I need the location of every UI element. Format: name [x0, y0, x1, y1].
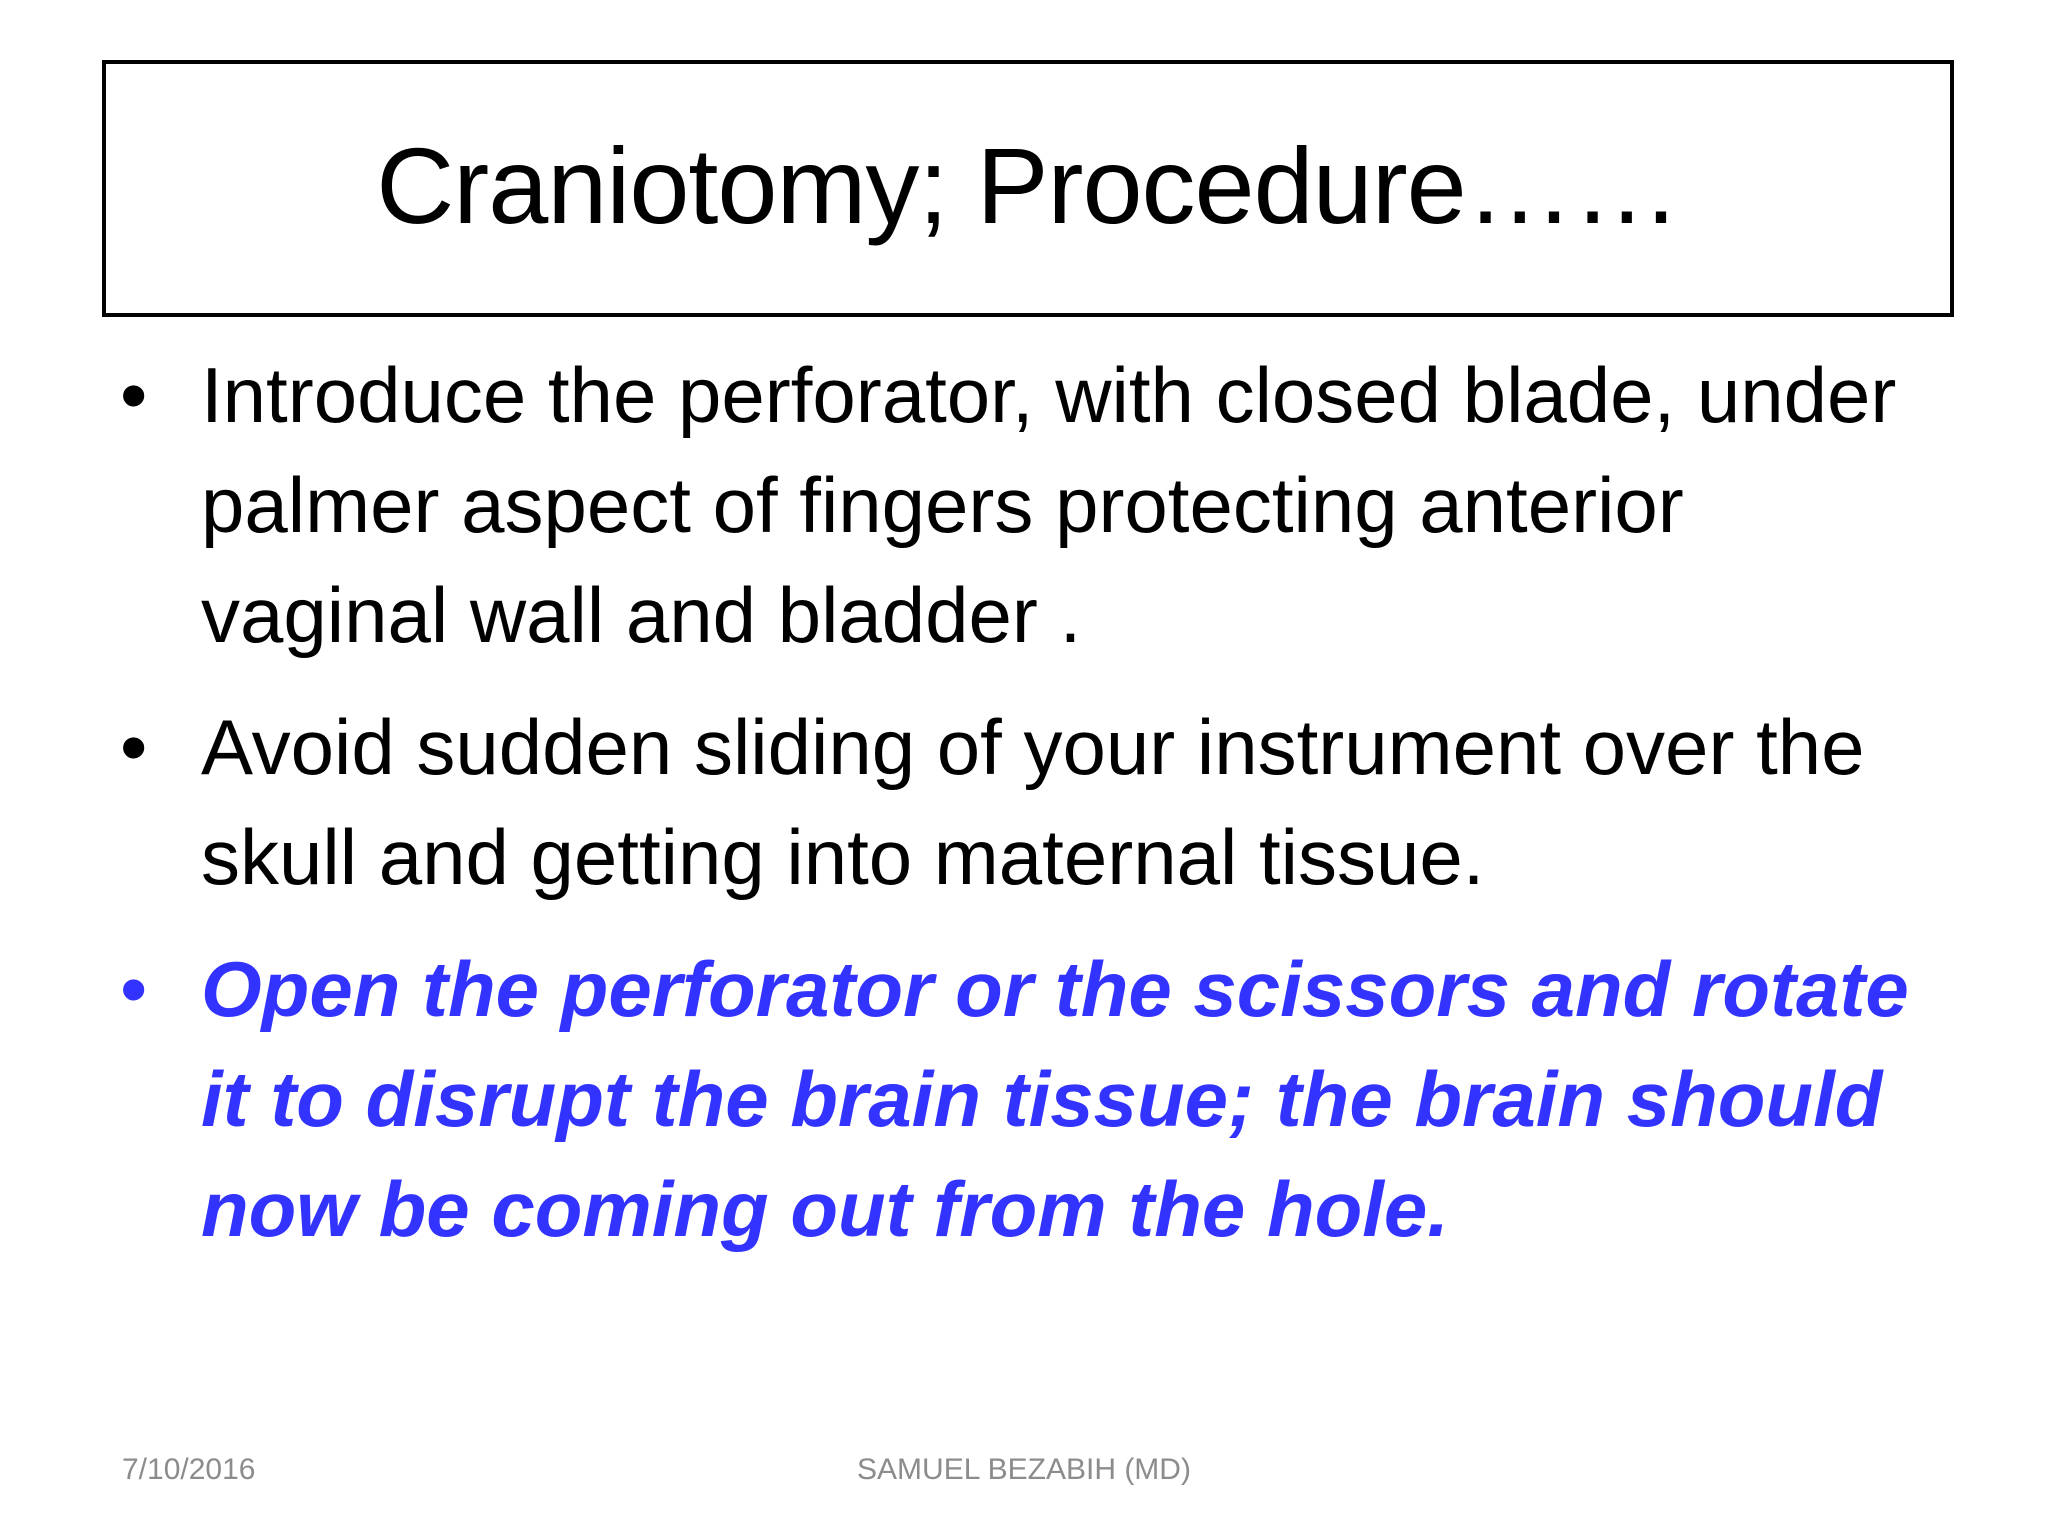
bullet-icon: • [120, 945, 148, 1033]
bullet-text: Open the perforator or the scissors and rotate it to disrupt the brain tissue; the brain should now be coming out from the hole. [201, 945, 1909, 1253]
bullet-icon: • [120, 351, 148, 439]
bullet-item-highlighted [120, 934, 1940, 1264]
bullet-text: Introduce the perforator, with closed blade, under palmer aspect of fingers protecting anterior vaginal wall and bladder . [201, 351, 1897, 659]
bullet-text: Avoid sudden sliding of your instrument over the skull and getting into maternal tissue. [201, 703, 1865, 901]
title-box [102, 60, 1954, 317]
bullet-item [120, 340, 1940, 670]
slide-title: Craniotomy; Procedure…… [376, 124, 1680, 246]
footer-date: 7/10/2016 [122, 1453, 256, 1486]
bullet-icon: • [120, 703, 148, 791]
bullet-item [120, 692, 1940, 912]
footer-author: SAMUEL BEZABIH (MD) [857, 1453, 1191, 1486]
bullet-list [120, 340, 1940, 1286]
